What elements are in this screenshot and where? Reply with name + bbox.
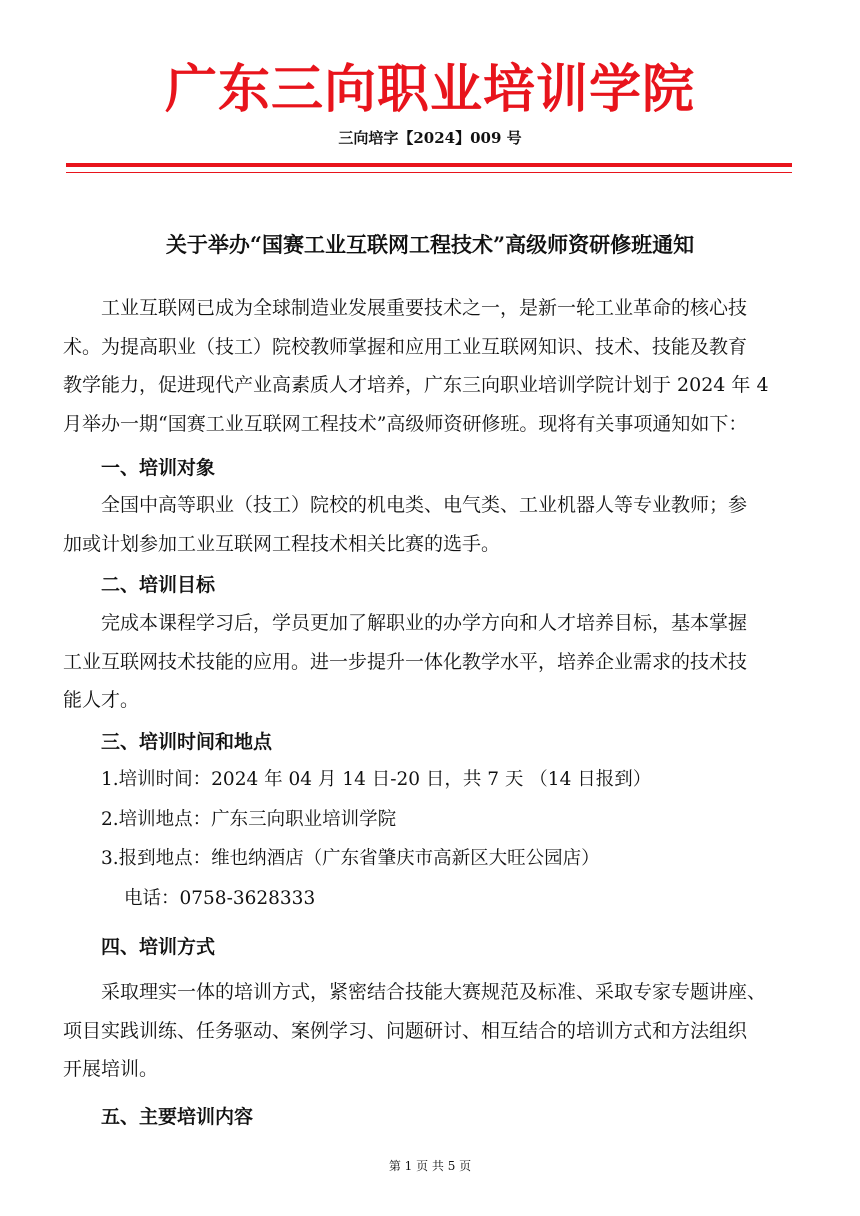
institution-title: 广东三向职业培训学院	[164, 59, 695, 120]
goals-line: 完成本课程学习后，学员更加了解职业的办学方向和人才培养目标，基本掌握	[101, 612, 748, 634]
goals-paragraph	[63, 604, 803, 720]
section-heading-method: 四、培训方式	[101, 936, 216, 958]
training-place-item: 2.培训地点：广东三向职业培训学院	[101, 809, 397, 830]
method-line: 开展培训。	[63, 1058, 159, 1080]
section-heading-time-place: 三、培训时间和地点	[101, 731, 273, 753]
method-line: 采取理实一体的培训方式，紧密结合技能大赛规范及标准、采取专家专题讲座、	[101, 981, 767, 1003]
trainees-paragraph	[63, 486, 803, 563]
intro-line: 术。为提高职业（技工）院校教师掌握和应用工业互联网知识、技术、技能及教育	[63, 335, 748, 358]
phone-item: 电话：0758-3628333	[124, 888, 316, 909]
section-heading-content: 五、主要培训内容	[101, 1106, 254, 1128]
goals-line: 工业互联网技术技能的应用。进一步提升一体化教学水平，培养企业需求的技术技	[63, 650, 748, 673]
training-time-item: 1.培训时间：2024 年 04 月 14 日-20 日，共 7 天 （14 日报到）	[101, 769, 652, 790]
method-line: 项目实践训练、任务驱动、案例学习、问题研讨、相互结合的培训方式和方法组织	[63, 1019, 748, 1042]
checkin-place-item: 3.报到地点：维也纳酒店（广东省肇庆市高新区大旺公园店）	[101, 848, 600, 869]
section-heading-goals: 二、培训目标	[101, 574, 216, 596]
intro-line: 教学能力，促进现代产业高素质人才培养，广东三向职业培训学院计划于 2024 年 4	[63, 374, 769, 396]
goals-line: 能人才。	[63, 689, 140, 711]
page-footer: 第 1 页 共 5 页	[388, 1159, 472, 1173]
header-rule-thick	[66, 163, 792, 167]
notice-title: 关于举办“国赛工业互联网工程技术”高级师资研修班通知	[165, 232, 695, 257]
trainees-line: 加或计划参加工业互联网工程技术相关比赛的选手。	[63, 532, 501, 555]
trainees-line: 全国中高等职业（技工）院校的机电类、电气类、工业机器人等专业教师；参	[101, 494, 748, 516]
section-heading-trainees: 一、培训对象	[101, 457, 216, 479]
intro-paragraph	[63, 289, 803, 443]
document-number: 三向培字【2024】009 号	[338, 129, 522, 147]
method-paragraph	[63, 973, 803, 1089]
intro-line: 月举办一期“国赛工业互联网工程技术”高级师资研修班。现将有关事项通知如下：	[63, 412, 748, 435]
header-rule-thin	[66, 172, 792, 173]
intro-line: 工业互联网已成为全球制造业发展重要技术之一，是新一轮工业革命的核心技	[101, 297, 748, 319]
